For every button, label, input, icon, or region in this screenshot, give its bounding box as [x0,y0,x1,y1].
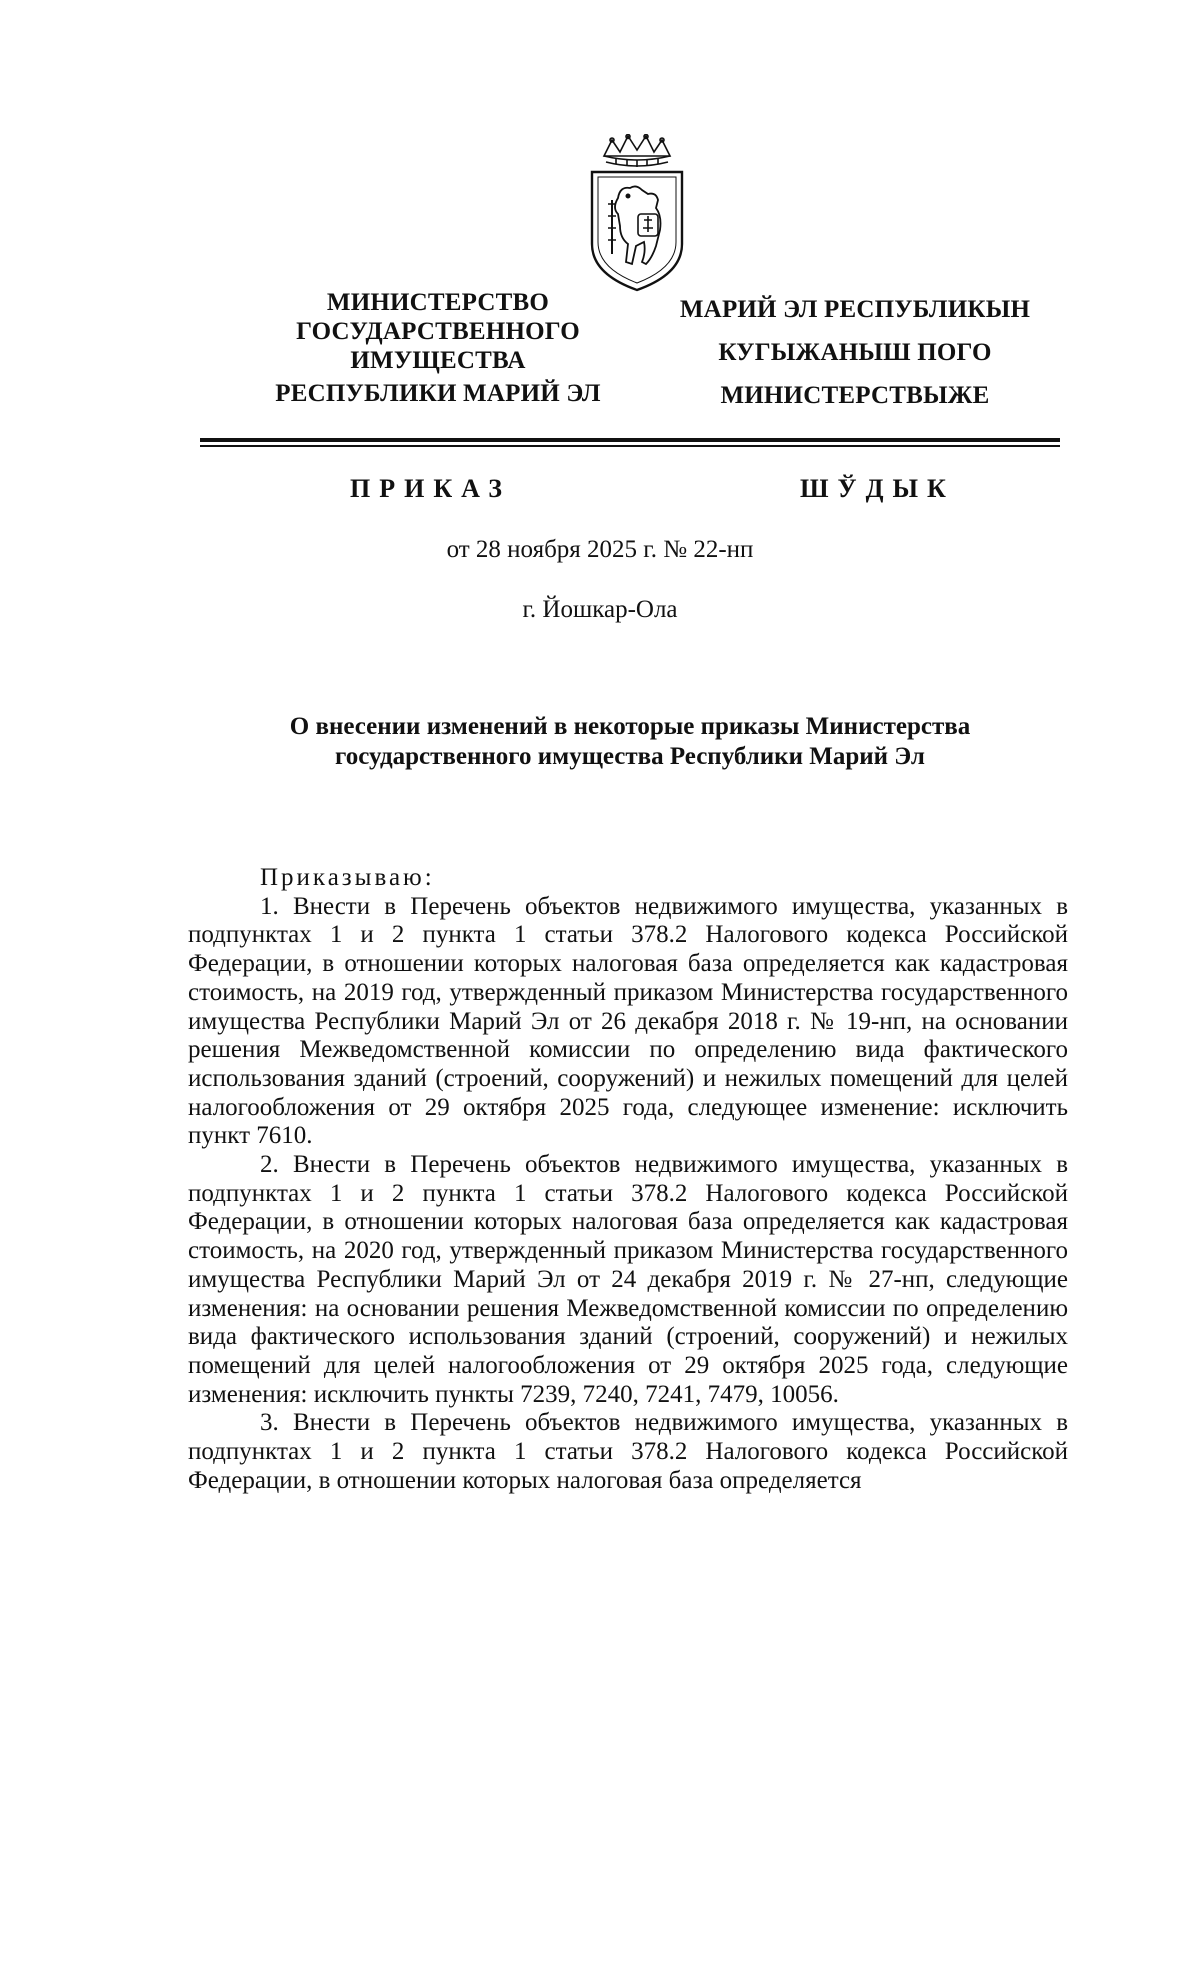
ministry-name-ru-line4: РЕСПУБЛИКИ МАРИЙ ЭЛ [275,380,601,407]
order-date-number: от 28 ноября 2025 г. № 22-нп [446,536,754,563]
order-city: г. Йошкар-Ола [522,596,678,623]
order-paragraph-2: 2. Внести в Перечень объектов недвижимого имущества, указанных в подпунктах 1 и 2 пункта 1 статьи 378.2 Налогового кодекса Российской Федерации, в отношении которых налоговая база определяется как кадастровая стоимость, на 2020 год, утвержденный приказом Министерства государственного имущества Республики Марий Эл от 24 декабря 2019 г. № 27-нп, следующие изменения: на основании решения Межведомственной комиссии по определению вида фактического использования зданий (строений, сооружений) и нежилых помещений для целей налогообложения от 29 октября 2025 года, следующие изменения: исключить пункты 7239, 7240, 7241, 7479, 10056. [188,1151,1068,1408]
header-divider-thin [200,445,1060,447]
ministry-name-ru-line3: ИМУЩЕСТВА [350,347,526,374]
order-body [188,864,1068,1495]
doc-type-ru: ПРИКАЗ [350,474,512,503]
order-paragraph-3: 3. Внести в Перечень объектов недвижимого имущества, указанных в подпунктах 1 и 2 пункта 1 статьи 378.2 Налогового кодекса Российской Федерации, в отношении которых налоговая база определяется [188,1409,1068,1494]
ministry-name-ru-line2: ГОСУДАРСТВЕННОГО [296,318,580,345]
ministry-name-mari-line2: КУГЫЖАНЫШ ПОГО [718,339,992,366]
order-title-line2: государственного имущества Республики Марий Эл [335,743,925,770]
order-paragraph-1: 1. Внести в Перечень объектов недвижимого имущества, указанных в подпунктах 1 и 2 пункта 1 статьи 378.2 Налогового кодекса Российской Федерации, в отношении которых налоговая база определяется как кадастровая стоимость, на 2019 год, утвержденный приказом Министерства государственного имущества Республики Марий Эл от 26 декабря 2018 г. № 19-нп, на основании решения Межведомственной комиссии по определению вида фактического использования зданий (строений, сооружений) и нежилых помещений для целей налогообложения от 29 октября 2025 года, следующее изменение: исключить пункт 7610. [188,892,1068,1150]
ministry-name-ru [258,288,618,408]
coat-of-arms-icon [582,134,692,294]
ministry-name-mari [660,288,1050,417]
ministry-name-ru-line1: МИНИСТЕРСТВО [326,289,550,316]
ministry-name-mari-line3: МИНИСТЕРСТВЫЖЕ [720,382,990,409]
order-intro: Приказываю: [260,864,435,891]
doc-type-mari: ШЎДЫК [800,474,955,503]
order-title [200,712,1060,772]
order-title-line1: О внесении изменений в некоторые приказы Министерства [289,713,971,740]
header-divider-thick [200,438,1060,442]
ministry-name-mari-line1: МАРИЙ ЭЛ РЕСПУБЛИКЫН [679,296,1031,323]
